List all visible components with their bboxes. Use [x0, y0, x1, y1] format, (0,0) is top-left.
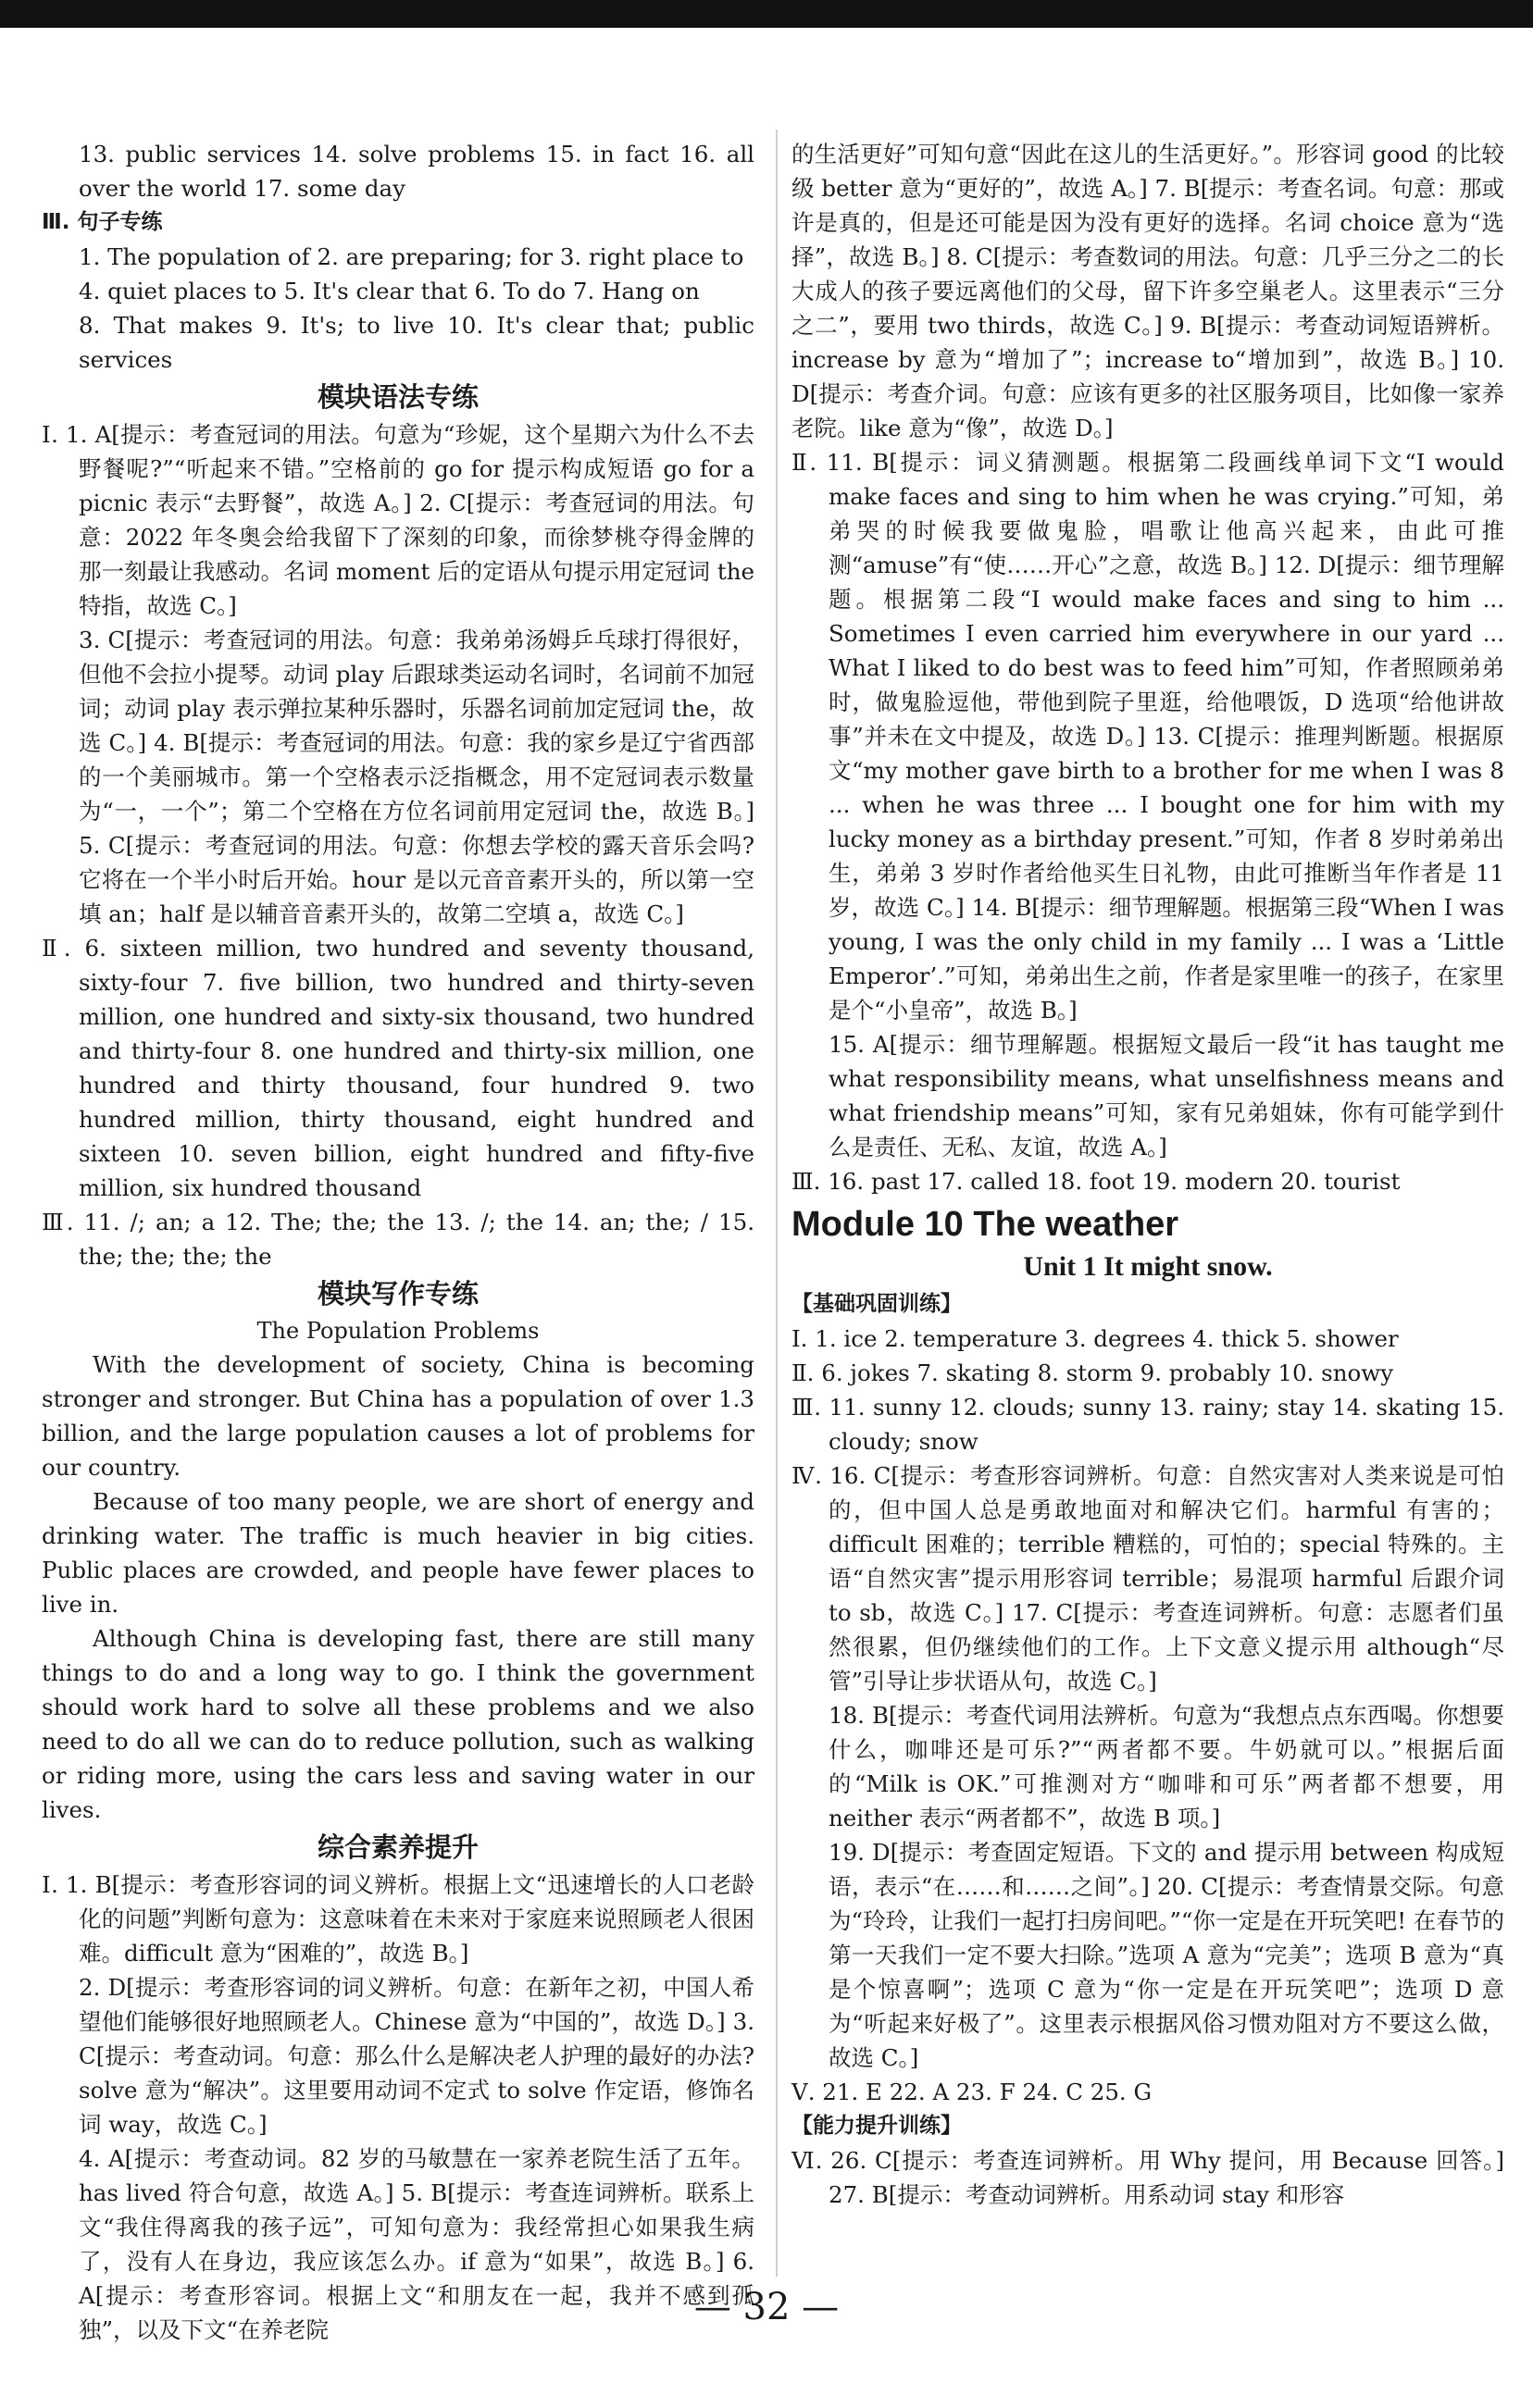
- section-ability-training: 【能力提升训练】: [791, 2114, 962, 2138]
- comprehensive-items-2-3: 2. D[提示：考查形容词的词义辨析。句意：在新年之初，中国人希望他们能够很好地照顾老人。Chinese 意为“中国的”，故选 D。] 3. C[提示：考查动词。句意：那么什么是解决老人护理的最好的办法? solve 意为“解决”。这里要用动词不定式 to solve 作定语，修饰名词 way，故选 C。]: [79, 1974, 754, 2138]
- reading-part-2: Ⅱ. 11. B[提示：词义猜测题。根据第二段画线单词下文“I would make faces and sing to him when he was crying.”可知，弟弟哭的时候我要做鬼脸，唱歌让他高兴起来，由此可推测“amuse”有“使……开心”之意，故选 B。] 12. D[提示：细节理解题。根据第二段“I would make faces and sing to him ... Sometimes I even carried him everywhere in our yard ... What I liked to do best was to feed him”可知，作者照顾弟弟时，做鬼脸逗他，带他到院子里逛，给他喂饭，D 选项“给他讲故事”并未在文中提及，故选 D。] 13. C[提示：推理判断题。根据原文“my mother gave birth to a brother for me when I was 8 ... when he was three ... I bought one for him with my lucky money as a birthday present.”可知，作者 8 岁时弟弟出生，弟弟 3 岁时作者给他买生日礼物，由此可推断当年作者是 11 岁，故选 C。] 14. B[提示：细节理解题。根据第三段“When I was young, I was the only child in my family ... I was a ‘Little Emperor’.”可知，弟弟出生之前，作者是家里唯一的孩子，在家里是个“小皇帝”，故选 B。]: [791, 449, 1504, 1024]
- basic-part-2: Ⅱ. 6. jokes 7. skating 8. storm 9. probably 10. snowy: [791, 1359, 1394, 1386]
- sentence-answers-4-7: 4. quiet places to 5. It's clear that 6. To do 7. Hang on: [79, 278, 700, 304]
- reading-item-15: 15. A[提示：细节理解题。根据短文最后一段“it has taught me what responsibility means, what unselfishness means and what friendship means”可知，家有兄弟姐妹，你有可能学到什么是责任、无私、友谊，故选 A。]: [829, 1031, 1504, 1161]
- essay-paragraph-3: Although China is developing fast, there are still many things to do and a long way to go. I think the government should work hard to solve all these problems and we also need to do all we can do to reduce pollution, such as walking or riding more, using the cars less and saving water in our lives.: [42, 1625, 754, 1823]
- comprehensive-items-4-6: 4. A[提示：考查动词。82 岁的马敏慧在一家养老院生活了五年。has lived 符合句意，故选 A。] 5. B[提示：考查连词辨析。联系上文“我住得离我的孩子远”，可知句意为：我经常担心如果我生病了，没有人在身边，我应该怎么办。if 意为“如果”，故选 B。] 6. A[提示：考查形容词。根据上文“和朋友在一起，我并不感到孤独”，以及下文“在养老院: [79, 2145, 754, 2343]
- left-column: [42, 137, 754, 2347]
- grammar-part-2-numbers: Ⅱ. 6. sixteen million, two hundred and seventy thousand, sixty-four 7. five billion, two hundred and thirty-seven million, one hundred and sixty-six thousand, two hundred and thirty-four 8. one hundred and thirty-six million, one hundred and thirty thousand, four hundred 9. two hundred million, thirty thousand, eight hundred and sixteen 10. seven billion, eight hundred and fifty-five million, six hundred thousand: [42, 935, 754, 1201]
- right-column: [791, 137, 1504, 2212]
- basic-items-19-20: 19. D[提示：考查固定短语。下文的 and 提示用 between 构成短语，表示“在……和……之间”。] 20. C[提示：考查情景交际。句意为“玲玲，让我们一起打扫房间吧。”“你一定是在开玩笑吧! 在春节的第一天我们一定不要大扫除。”选项 A 意为“完美”；选项 B 意为“真是个惊喜啊”；选项 C 意为“你一定是在开玩笑吧”；选项 D 意为“听起来好极了”。这里表示根据风俗习惯劝阻对方不要这么做，故选 C。]: [829, 1839, 1504, 2071]
- section-basic-training: 【基础巩固训练】: [791, 1292, 962, 1316]
- sentence-answers-1-3: 1. The population of 2. are preparing; for 3. right place to: [79, 243, 744, 270]
- vocab-answers-13-17: 13. public services 14. solve problems 15. in fact 16. all over the world 17. some day: [79, 141, 754, 202]
- essay-paragraph-2: Because of too many people, we are short of energy and drinking water. The traffic is much heavier in big cities. Public places are crowded, and people have fewer places to live in.: [42, 1488, 754, 1618]
- page-number: — 32 —: [693, 2286, 840, 2328]
- ability-part-6: Ⅵ. 26. C[提示：考查连词辨析。用 Why 提问，用 Because 回答。] 27. B[提示：考查动词辨析。用系动词 stay 和形容: [791, 2147, 1504, 2208]
- essay-paragraph-1: With the development of society, China is becoming stronger and stronger. But China has a population of over 1.3 billion, and the large population causes a lot of problems for our country.: [42, 1351, 754, 1481]
- essay-title: The Population Problems: [256, 1318, 540, 1344]
- basic-part-3: Ⅲ. 11. sunny 12. clouds; sunny 13. rainy; stay 14. skating 15. cloudy; snow: [791, 1394, 1504, 1455]
- top-border-bar: [0, 0, 1533, 28]
- basic-part-5: Ⅴ. 21. E 22. A 23. F 24. C 25. G: [791, 2079, 1153, 2105]
- basic-part-4: Ⅳ. 16. C[提示：考查形容词辨析。句意：自然灾害对人类来说是可怕的，但中国人总是勇敢地面对和解决它们。harmful 有害的；difficult 困难的；terrible 糟糕的，可怕的；special 特殊的。主语“自然灾害”提示用形容词 terrible；易混项 harmful 后跟介词 to sb，故选 C。] 17. C[提示：考查连词辨析。句意：志愿者们虽然很累，但仍继续他们的工作。上下文意义提示用 although“尽管”引导让步状语从句，故选 C。]: [791, 1462, 1504, 1694]
- grammar-items-3-5: 3. C[提示：考查冠词的用法。句意：我弟弟汤姆乒乓球打得很好，但他不会拉小提琴。动词 play 后跟球类运动名词时，名词前不加冠词；动词 play 表示弹拉某种乐器时，乐器名词前加定冠词 the，故选 C。] 4. B[提示：考查冠词的用法。句意：我的家乡是辽宁省西部的一个美丽城市。第一个空格表示泛指概念，用不定冠词表示数量为“一，一个”；第二个空格在方位名词前用定冠词 the，故选 B。] 5. C[提示：考查冠词的用法。句意：你想去学校的露天音乐会吗?它将在一个半小时后开始。hour 是以元音音素开头的，所以第一空填 an；half 是以辅音音素开头的，故第二空填 a，故选 C。]: [79, 627, 754, 927]
- module-title: Module 10 The weather: [791, 1205, 1179, 1244]
- sentence-answers-8-10: 8. That makes 9. It's; to live 10. It's clear that; public services: [79, 312, 754, 373]
- grammar-part-1: Ⅰ. 1. A[提示：考查冠词的用法。句意为“珍妮，这个星期六为什么不去野餐呢?”“听起来不错。”空格前的 go for 提示构成短语 go for a picnic 表示“去野餐”，故选 A。] 2. C[提示：考查冠词的用法。句意：2022 年冬奥会给我留下了深刻的印象，而徐梦桃夺得金牌的那一刻最让我感动。名词 moment 后的定语从句提示用定冠词 the 特指，故选 C。]: [42, 421, 754, 619]
- basic-part-1: Ⅰ. 1. ice 2. temperature 3. degrees 4. thick 5. shower: [791, 1325, 1399, 1352]
- heading-writing-practice: 模块写作专练: [317, 1278, 479, 1310]
- reading-part-3: Ⅲ. 16. past 17. called 18. foot 19. modern 20. tourist: [791, 1168, 1401, 1195]
- comprehensive-part-1: Ⅰ. 1. B[提示：考查形容词的词义辨析。根据上文“迅速增长的人口老龄化的问题”判断句意为：这意味着在未来对于家庭来说照顾老人很困难。difficult 意为“困难的”，故选 B。]: [42, 1871, 754, 1967]
- basic-item-18: 18. B[提示：考查代词用法辨析。句意为“我想点点东西喝。你想要什么，咖啡还是可乐?”“两者都不要。牛奶就可以。”根据后面的“Milk is OK.”可推测对方“咖啡和可乐”两者都不想要，用 neither 表示“两者都不”，故选 B 项。]: [829, 1702, 1504, 1831]
- heading-comprehensive-improvement: 综合素养提升: [317, 1831, 479, 1863]
- unit-title: Unit 1 It might snow.: [1023, 1251, 1273, 1282]
- grammar-part-3-articles: Ⅲ. 11. /; an; a 12. The; the; the 13. /; the 14. an; the; / 15. the; the; the; the: [42, 1209, 754, 1270]
- comprehensive-items-6-10-cont: 的生活更好”可知句意“因此在这儿的生活更好。”。形容词 good 的比较级 better 意为“更好的”，故选 A。] 7. B[提示：考查名词。句意：那或许是真的，但是还可能是因为没有更好的选择。名词 choice 意为“选择”，故选 B。] 8. C[提示：考查数词的用法。句意：几乎三分之二的长大成人的孩子要远离他们的父母，留下许多空巢老人。这里表示“三分之二”，要用 two thirds，故选 C。] 9. B[提示：考查动词短语辨析。increase by 意为“增加了”；increase to“增加到”，故选 B。] 10. D[提示：考查介词。句意：应该有更多的社区服务项目，比如像一家养老院。like 意为“像”，故选 D。]: [791, 141, 1504, 441]
- section-sentence-practice: Ⅲ. 句子专练: [42, 210, 163, 234]
- column-divider: [776, 130, 778, 2277]
- heading-grammar-practice: 模块语法专练: [317, 381, 479, 413]
